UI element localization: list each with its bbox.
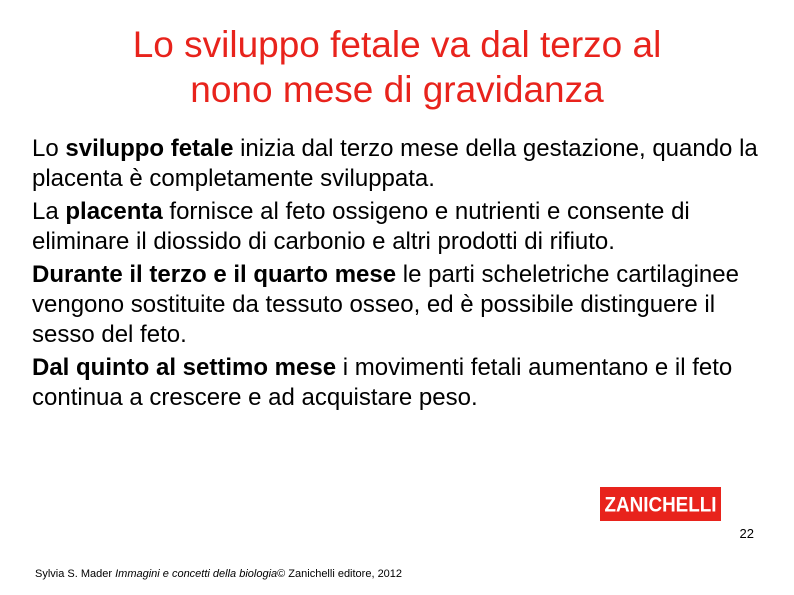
- paragraph-text: fornisce al feto ossigeno e nutrienti e consente di eliminare il diossido di carbonio e altri prodotti di rifiuto.: [32, 198, 690, 255]
- paragraph-text: Lo: [32, 135, 66, 162]
- paragraph-text: La: [32, 198, 66, 226]
- footer-copyright: © Zanichelli editore, 2012: [277, 568, 403, 580]
- paragraph-text: i movimenti fetali aumentano e il feto continua a crescere e ad acquistare peso.: [32, 354, 733, 411]
- paragraph-bold-text: placenta: [65, 198, 163, 226]
- footer-author: Sylvia S. Mader: [35, 568, 116, 580]
- footer-citation: [35, 568, 402, 580]
- body-paragraph-1: [32, 134, 762, 193]
- body-paragraph-3: [32, 260, 762, 349]
- svg-text:ZANICHELLI: ZANICHELLI: [604, 493, 717, 517]
- page-number: 22: [739, 526, 754, 541]
- slide-body: [32, 134, 762, 416]
- slide-title-line-1: Lo sviluppo fetale va dal terzo al: [132, 24, 662, 65]
- paragraph-text: inizia dal terzo mese della gestazione, quando la placenta è completamente sviluppata.: [32, 135, 758, 192]
- paragraph-bold-text: Durante il terzo e il quarto mese: [32, 261, 397, 289]
- body-paragraph-4: [32, 353, 762, 412]
- paragraph-bold-text: sviluppo fetale: [65, 135, 234, 162]
- zanichelli-logo: [600, 487, 721, 521]
- paragraph-bold-text: Dal quinto al settimo mese: [32, 354, 337, 382]
- slide-title-line-2: nono mese di gravidanza: [190, 69, 604, 110]
- slide-title: [40, 22, 754, 112]
- zanichelli-logo-wordmark: [600, 487, 721, 521]
- body-paragraph-2: [32, 197, 762, 256]
- footer-book-title: Immagini e concetti della biologia: [115, 568, 278, 580]
- paragraph-text: le parti scheletriche cartilaginee vengono sostituite da tessuto osseo, ed è possibile distinguere il sesso del feto.: [32, 261, 739, 348]
